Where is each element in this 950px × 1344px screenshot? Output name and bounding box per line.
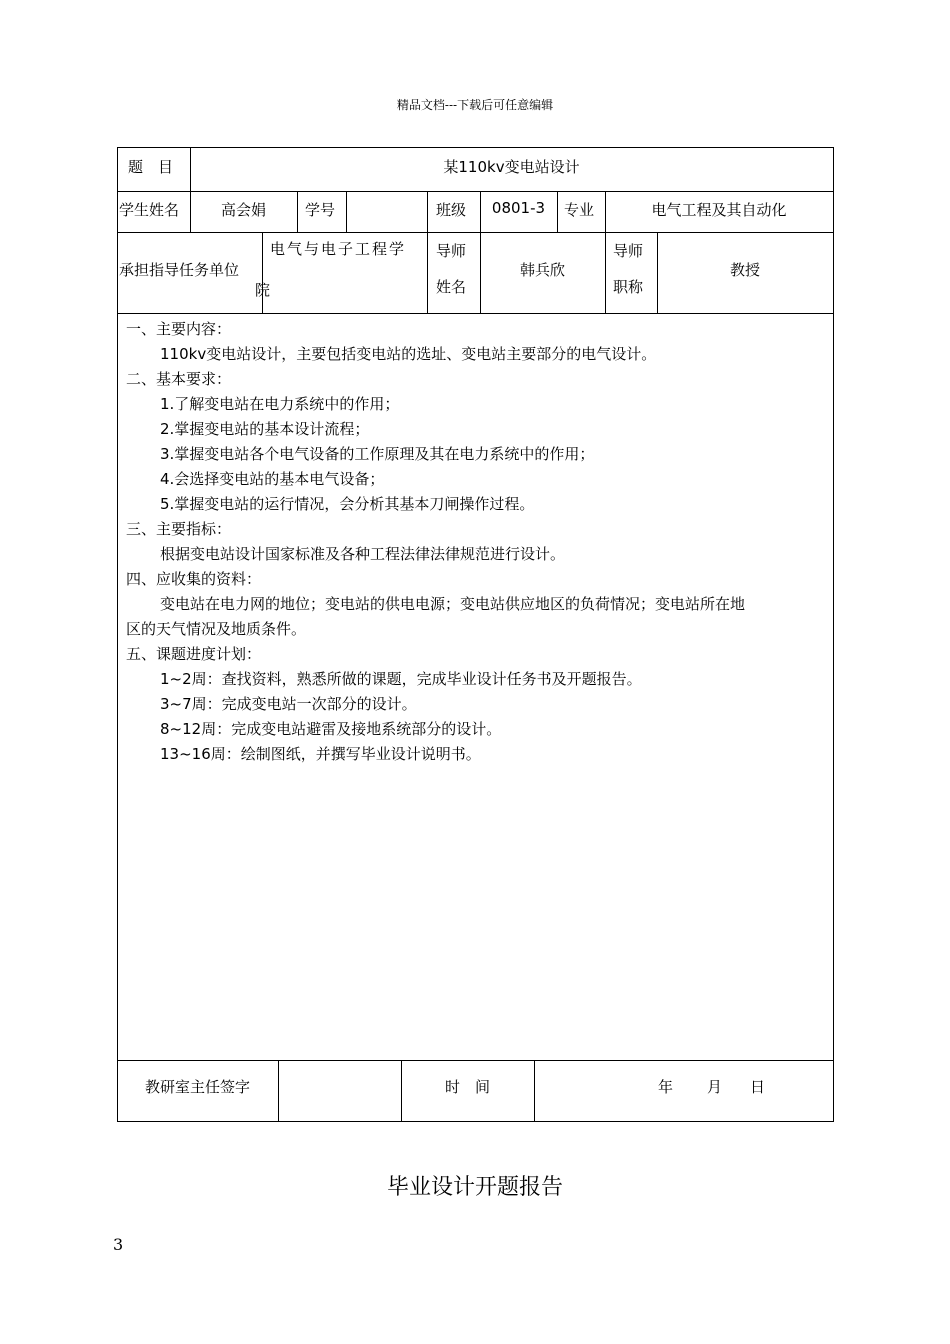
class-label: 班级 xyxy=(436,201,467,219)
table-col-divider xyxy=(605,232,606,313)
unit-value-line1: 电气与电子工程学 xyxy=(270,240,407,258)
title-label: 题 目 xyxy=(128,158,174,176)
table-border-right xyxy=(833,147,834,1122)
date-year: 年 xyxy=(658,1078,674,1096)
time-label: 时 间 xyxy=(444,1078,490,1096)
table-border-left xyxy=(117,147,118,1122)
advisor-label-line2: 姓名 xyxy=(436,278,467,296)
content-text: 1.了解变电站在电力系统中的作用； xyxy=(160,395,400,413)
signature-label: 教研室主任签字 xyxy=(144,1078,250,1096)
content-text: 110kv变电站设计，主要包括变电站的选址、变电站主要部分的电气设计。 xyxy=(160,345,657,363)
content-text: 区的天气情况及地质条件。 xyxy=(126,620,307,638)
section-heading: 二、基本要求： xyxy=(126,370,232,388)
content-text: 2.掌握变电站的基本设计流程； xyxy=(160,420,370,438)
table-col-divider xyxy=(534,1060,535,1121)
content-text: 根据变电站设计国家标准及各种工程法律法律规范进行设计。 xyxy=(160,545,566,563)
unit-label: 承担指导任务单位 xyxy=(119,261,240,279)
page-number: 3 xyxy=(113,1235,124,1254)
advisor-title-value: 教授 xyxy=(729,261,760,279)
table-row-divider xyxy=(117,313,834,314)
content-text: 1~2周：查找资料，熟悉所做的课题，完成毕业设计任务书及开题报告。 xyxy=(160,670,642,688)
student-name-value: 高会娟 xyxy=(220,201,266,219)
page-header: 精品文档---下载后可任意编辑 xyxy=(396,98,554,112)
advisor-title-label-line1: 导师 xyxy=(613,242,644,260)
class-value: 0801-3 xyxy=(491,199,546,217)
section-title: 毕业设计开题报告 xyxy=(386,1175,563,1200)
table-col-divider xyxy=(297,191,298,232)
advisor-title-label-line2: 职称 xyxy=(613,278,644,296)
major-value: 电气工程及其自动化 xyxy=(651,201,787,219)
table-col-divider xyxy=(278,1060,279,1121)
table-col-divider xyxy=(427,191,428,232)
student-id-label: 学号 xyxy=(305,201,336,219)
content-text: 4.会选择变电站的基本电气设备； xyxy=(160,470,385,488)
table-border-top xyxy=(117,147,834,148)
table-col-divider xyxy=(346,191,347,232)
content-text: 3~7周：完成变电站一次部分的设计。 xyxy=(160,695,417,713)
section-heading: 四、应收集的资料： xyxy=(126,570,262,588)
student-name-label: 学生姓名 xyxy=(119,201,180,219)
table-row-divider xyxy=(117,232,834,233)
unit-value-line2: 院 xyxy=(255,281,271,299)
advisor-name: 韩兵欣 xyxy=(519,261,565,279)
table-border-bottom xyxy=(117,1121,834,1122)
table-row-divider xyxy=(117,191,834,192)
content-text: 5.掌握变电站的运行情况，会分析其基本刀闸操作过程。 xyxy=(160,495,535,513)
date-month: 月 xyxy=(707,1078,723,1096)
content-text: 8~12周：完成变电站避雷及接地系统部分的设计。 xyxy=(160,720,502,738)
table-col-divider xyxy=(557,191,558,232)
major-label: 专业 xyxy=(564,201,595,219)
section-heading: 三、主要指标： xyxy=(126,520,232,538)
title-value: 某110kv变电站设计 xyxy=(443,158,580,176)
section-heading: 五、课题进度计划： xyxy=(126,645,262,663)
advisor-label-line1: 导师 xyxy=(436,242,467,260)
content-text: 3.掌握变电站各个电气设备的工作原理及其在电力系统中的作用； xyxy=(160,445,595,463)
section-heading: 一、主要内容： xyxy=(126,320,232,338)
content-text: 变电站在电力网的地位；变电站的供电电源；变电站供应地区的负荷情况；变电站所在地 xyxy=(160,595,746,613)
table-row-divider xyxy=(117,1060,834,1061)
content-text: 13~16周：绘制图纸，并撰写毕业设计说明书。 xyxy=(160,745,481,763)
date-day: 日 xyxy=(750,1078,766,1096)
table-col-divider xyxy=(427,232,428,313)
table-col-divider xyxy=(262,232,263,313)
